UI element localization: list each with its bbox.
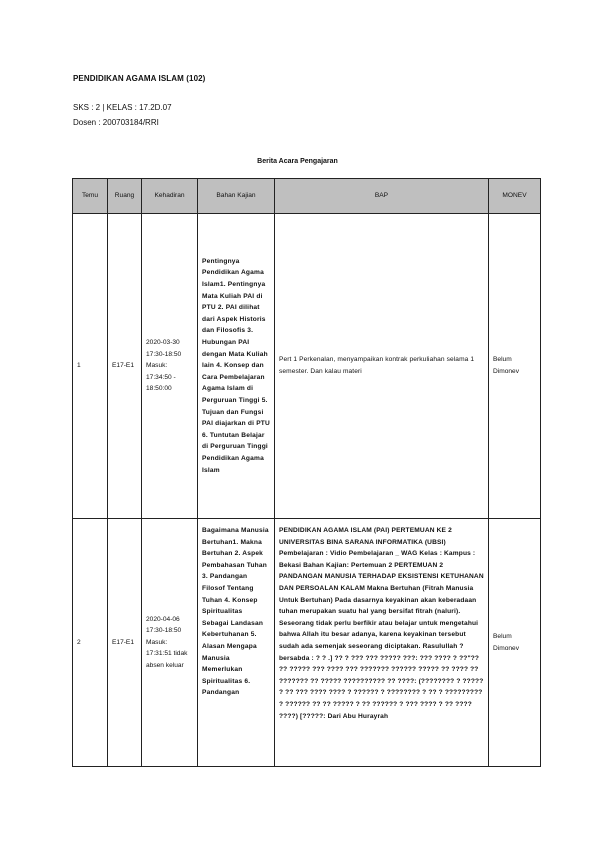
bap-table [72,178,541,767]
course-title: PENDIDIKAN AGAMA ISLAM (102) [73,74,206,83]
header-monev: MONEV [489,179,541,214]
cell-temu: 1 [73,214,108,519]
cell-bahan-kajian: Bagaimana Manusia Bertuhan1. Makna Bertuhan 2. Aspek Pembahasan Tuhan 3. Pandangan Filosof Tentang Tuhan 4. Konsep Spiritualitas Sebagai Landasan Kebertuhanan 5. Alasan Mengapa Manusia Memerlukan Spiritualitas 6. Pandangan [202,527,269,697]
header-bahan-kajian: Bahan Kajian [198,179,275,214]
table-row [73,519,541,767]
cell-monev: Belum Dimonev [489,519,541,767]
cell-bahan-kajian: Pentingnya Pendidikan Agama Islam1. Pentingnya Mata Kuliah PAI di PTU 2. PAI dilihat dari Aspek Historis dan Filosofis 3. Hubungan PAI dengan Mata Kuliah lain 4. Konsep dan Cara Pembelajaran Agama Islam di Perguruan Tinggi 5. Tujuan dan Fungsi PAI diajarkan di PTU 6. Tuntutan Belajar di Perguruan Tinggi Pendidikan Agama Islam [198,214,275,519]
header-temu: Temu [73,179,108,214]
header-kehadiran: Kehadiran [142,179,198,214]
table-row [73,214,541,519]
cell-bap: PENDIDIKAN AGAMA ISLAM (PAI) PERTEMUAN KE 2 UNIVERSITAS BINA SARANA INFORMATIKA (UBSI) Pembelajaran : Vidio Pembelajaran _ WAG Kelas : Kampus : Bekasi Bahan Kajian: Pertemuan 2 PERTEMUAN 2 PANDANGAN MANUSIA TERHADAP EKSISTENSI KETUHANAN DAN PERSOALAN KALAM Makna Bertuhan (Fitrah Manusia Untuk Bertuhan) Pada dasarnya keyakinan akan keberadaan tuhan merupakan suatu hal yang bersifat fitrah (naluri). Seseorang tidak perlu berfikir atau belajar untuk mengetahui bahwa Allah itu besar adanya, karena keyakinan tersebut sudah ada semenjak seseorang diciptakan. Rasulullah ? bersabda : ? ? .] ?? ? ??? ??? ????? ???: ??? ???? ? ??"?? ?? ????? ??? ???? ??? ??????? ?????? ????? ?? ???? ?? ??????? ?? ????? ?????????? ?? ????: (???????? ? ????? ? ?? ??? ???? ???? ? ?????? ? ???????? ? ?? ? ????????? ? ?????? ?? ?? ????? ? ?? ?????? ? ??? ???? ? ?? ???? ????) [?????: Dari Abu Hurayrah [279,527,484,720]
cell-bap: Pert 1 Perkenalan, menyampaikan kontrak perkuliahan selama 1 semester. Dan kalau materi [275,214,489,519]
cell-ruang: E17-E1 [108,519,142,767]
cell-temu: 2 [73,519,108,767]
cell-kehadiran: 2020-03-30 17:30-18:50 Masuk: 17:34:50 - 18:50:00 [142,214,198,519]
document-caption: Berita Acara Pengajaran [257,158,338,165]
sks-kelas-line: SKS : 2 | KELAS : 17.2D.07 [73,103,172,112]
header-ruang: Ruang [108,179,142,214]
cell-monev: Belum Dimonev [489,214,541,519]
cell-kehadiran: 2020-04-06 17:30-18:50 Masuk: 17:31:51 tidak absen keluar [142,519,198,767]
dosen-line: Dosen : 200703184/RRI [73,118,159,127]
cell-bap-wrap [275,519,489,767]
header-bap: BAP [275,179,489,214]
cell-bahan-kajian-wrap [198,519,275,767]
cell-ruang: E17-E1 [108,214,142,519]
table-header-row [73,179,541,214]
